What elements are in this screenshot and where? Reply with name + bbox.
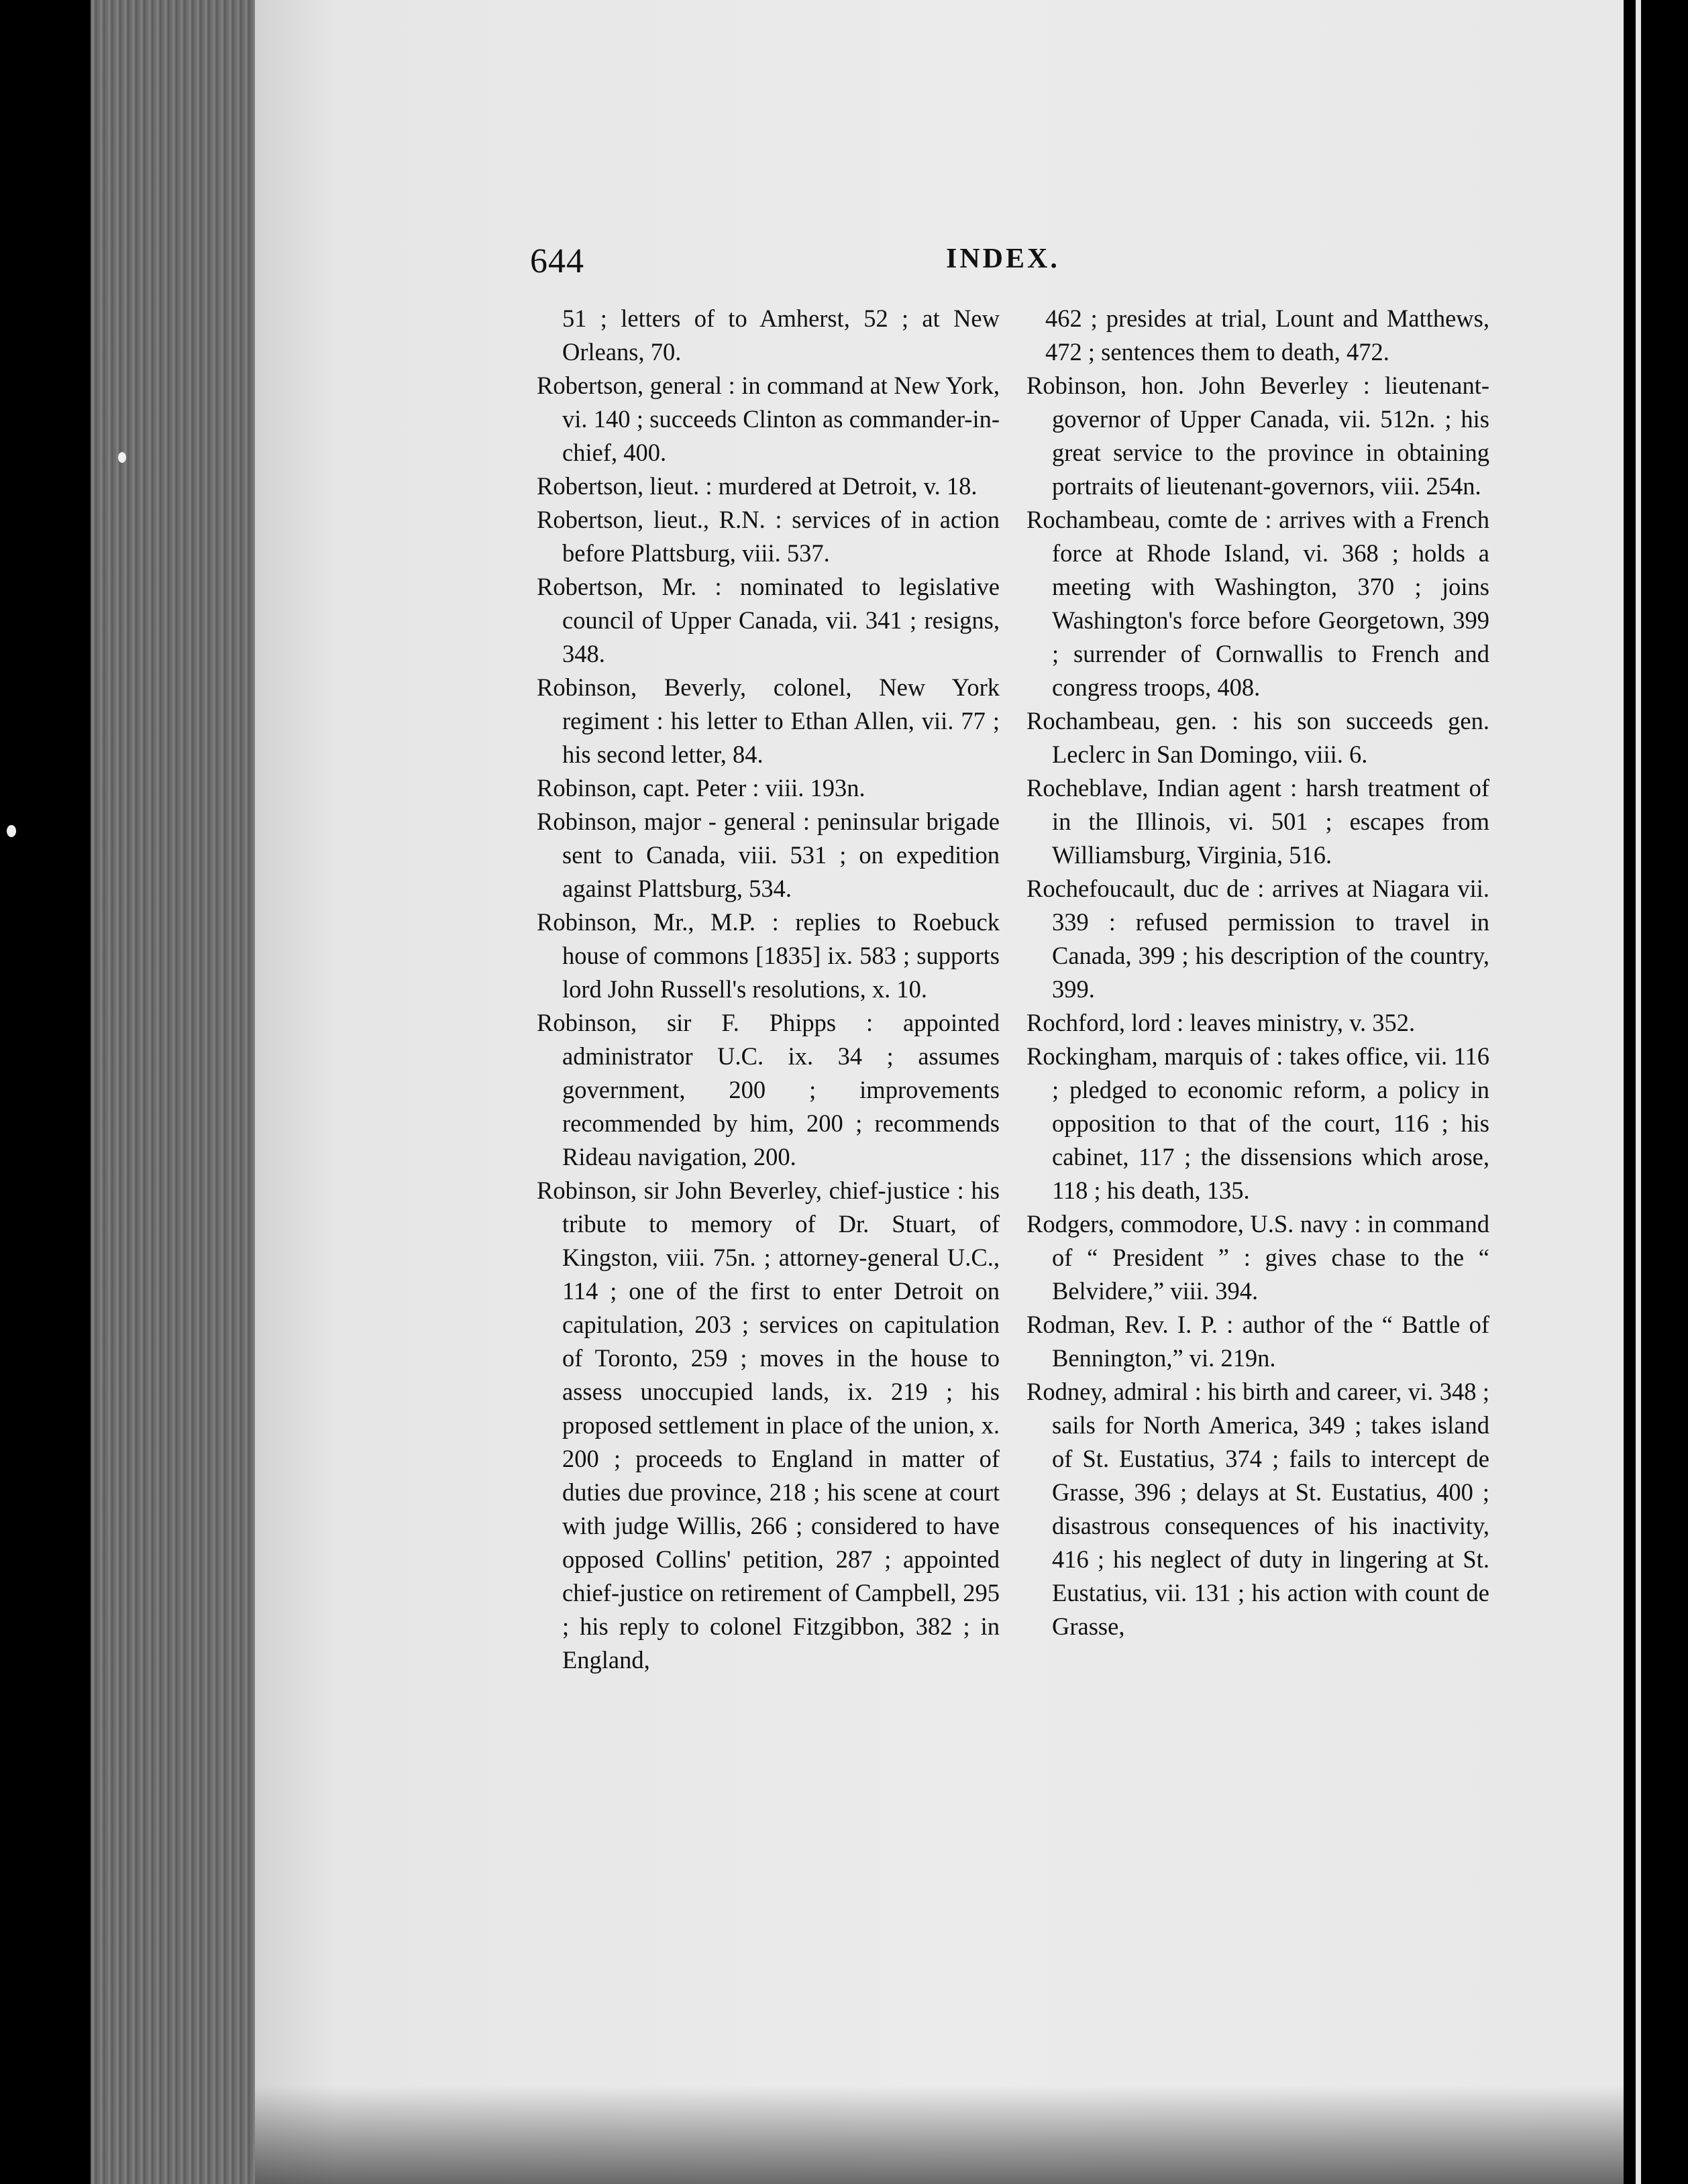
scan-speck [7, 825, 16, 837]
right-gutter [1624, 0, 1688, 2184]
index-entry: 51 ; letters of to Amherst, 52 ; at New Orleans, 70. [562, 305, 1000, 366]
next-page-edge [1636, 0, 1641, 2184]
index-entry: Rochambeau, comte de : arrives with a French force at Rhode Island, vi. 368 ; holds a meeting with Washington, 370 ; joins Washington's force before Georgetown, 399 ; surrender of Cornwallis to French and congress troops, 408. [1026, 506, 1489, 701]
index-entry: Rocheblave, Indian agent : harsh treatment of in the Illinois, vi. 501 ; escapes from Williamsburg, Virginia, 516. [1026, 774, 1489, 869]
index-entry: Rodgers, commodore, U.S. navy : in command of “ President ” : gives chase to the “ Belvidere,” viii. 394. [1026, 1210, 1489, 1305]
index-entry: Robertson, lieut. : murdered at Detroit, v. 18. [537, 472, 978, 500]
index-entry: Rochford, lord : leaves ministry, v. 352. [1026, 1009, 1416, 1036]
index-entry: Rochefoucault, duc de : arrives at Niagara vii. 339 : refused permission to travel in Canada, 399 ; his description of the country, 399. [1026, 875, 1489, 1003]
index-entry: Rockingham, marquis of : takes office, vii. 116 ; pledged to economic reform, a policy in opposition to that of the court, 116 ; his cabinet, 117 ; the dissensions which arose, 118 ; his death, 135. [1026, 1042, 1489, 1204]
scan-speck [118, 452, 126, 463]
index-entry: Robinson, Beverly, colonel, New York regiment : his letter to Ethan Allen, vii. 77 ; his second letter, 84. [537, 673, 1000, 768]
page-number: 644 [530, 242, 584, 280]
index-entry: Robinson, sir F. Phipps : appointed administrator U.C. ix. 34 ; assumes government, 200 ; improvements recommended by him, 200 ; recommends Rideau navigation, 200. [537, 1009, 1000, 1170]
index-entry: Robinson, Mr., M.P. : replies to Roebuck house of commons [1835] ix. 583 ; supports lord John Russell's resolutions, x. 10. [537, 908, 1000, 1003]
index-entry: Rochambeau, gen. : his son succeeds gen. Leclerc in San Domingo, viii. 6. [1026, 707, 1489, 768]
index-column-right [1026, 302, 1489, 1643]
index-entry: Rodman, Rev. I. P. : author of the “ Battle of Bennington,” vi. 219n. [1026, 1311, 1489, 1372]
index-entry: Robertson, general : in command at New York, vi. 140 ; succeeds Clinton as commander-in-chief, 400. [537, 372, 1000, 466]
index-entry: Robertson, Mr. : nominated to legislative council of Upper Canada, vii. 341 ; resigns, 348. [537, 573, 1000, 667]
index-entry: Robinson, capt. Peter : viii. 193n. [537, 774, 865, 802]
index-entry: Robinson, sir John Beverley, chief-justice : his tribute to memory of Dr. Stuart, of Kingston, viii. 75n. ; attorney-general U.C., 114 ; one of the first to enter Detroit on capitulation, 203 ; services on capitulation of Toronto, 259 ; moves in the house to assess unoccupied lands, ix. 219 ; his proposed settlement in place of the union, x. 200 ; proceeds to England in matter of duties due province, 218 ; his scene at court with judge Willis, 266 ; considered to have opposed Collins' petition, 287 ; appointed chief-justice on retirement of Campbell, 295 ; his reply to colonel Fitzgibbon, 382 ; in England, [537, 1177, 1000, 1674]
book-page-edges [91, 0, 265, 2184]
index-entry: Robinson, major - general : peninsular brigade sent to Canada, viii. 531 ; on expedition against Plattsburg, 534. [537, 808, 1000, 902]
index-entry: Robinson, hon. John Beverley : lieutenant-governor of Upper Canada, vii. 512n. ; his great service to the province in obtaining portraits of lieutenant-governors, viii. 254n. [1026, 372, 1489, 500]
index-entry: Rodney, admiral : his birth and career, vi. 348 ; sails for North America, 349 ; takes island of St. Eustatius, 374 ; fails to intercept de Grasse, 396 ; delays at St. Eustatius, 400 ; disastrous consequences of his inactivity, 416 ; his neglect of duty in lingering at St. Eustatius, vii. 131 ; his action with count de Grasse, [1026, 1378, 1489, 1640]
index-entry: 462 ; presides at trial, Lount and Matthews, 472 ; sentences them to death, 472. [1045, 305, 1489, 366]
index-entry: Robertson, lieut., R.N. : services of in action before Plattsburg, viii. 537. [537, 506, 1000, 567]
index-column-left [537, 302, 1000, 1677]
running-head: INDEX. [946, 243, 1060, 274]
page-bottom-shadow [255, 2086, 1624, 2184]
